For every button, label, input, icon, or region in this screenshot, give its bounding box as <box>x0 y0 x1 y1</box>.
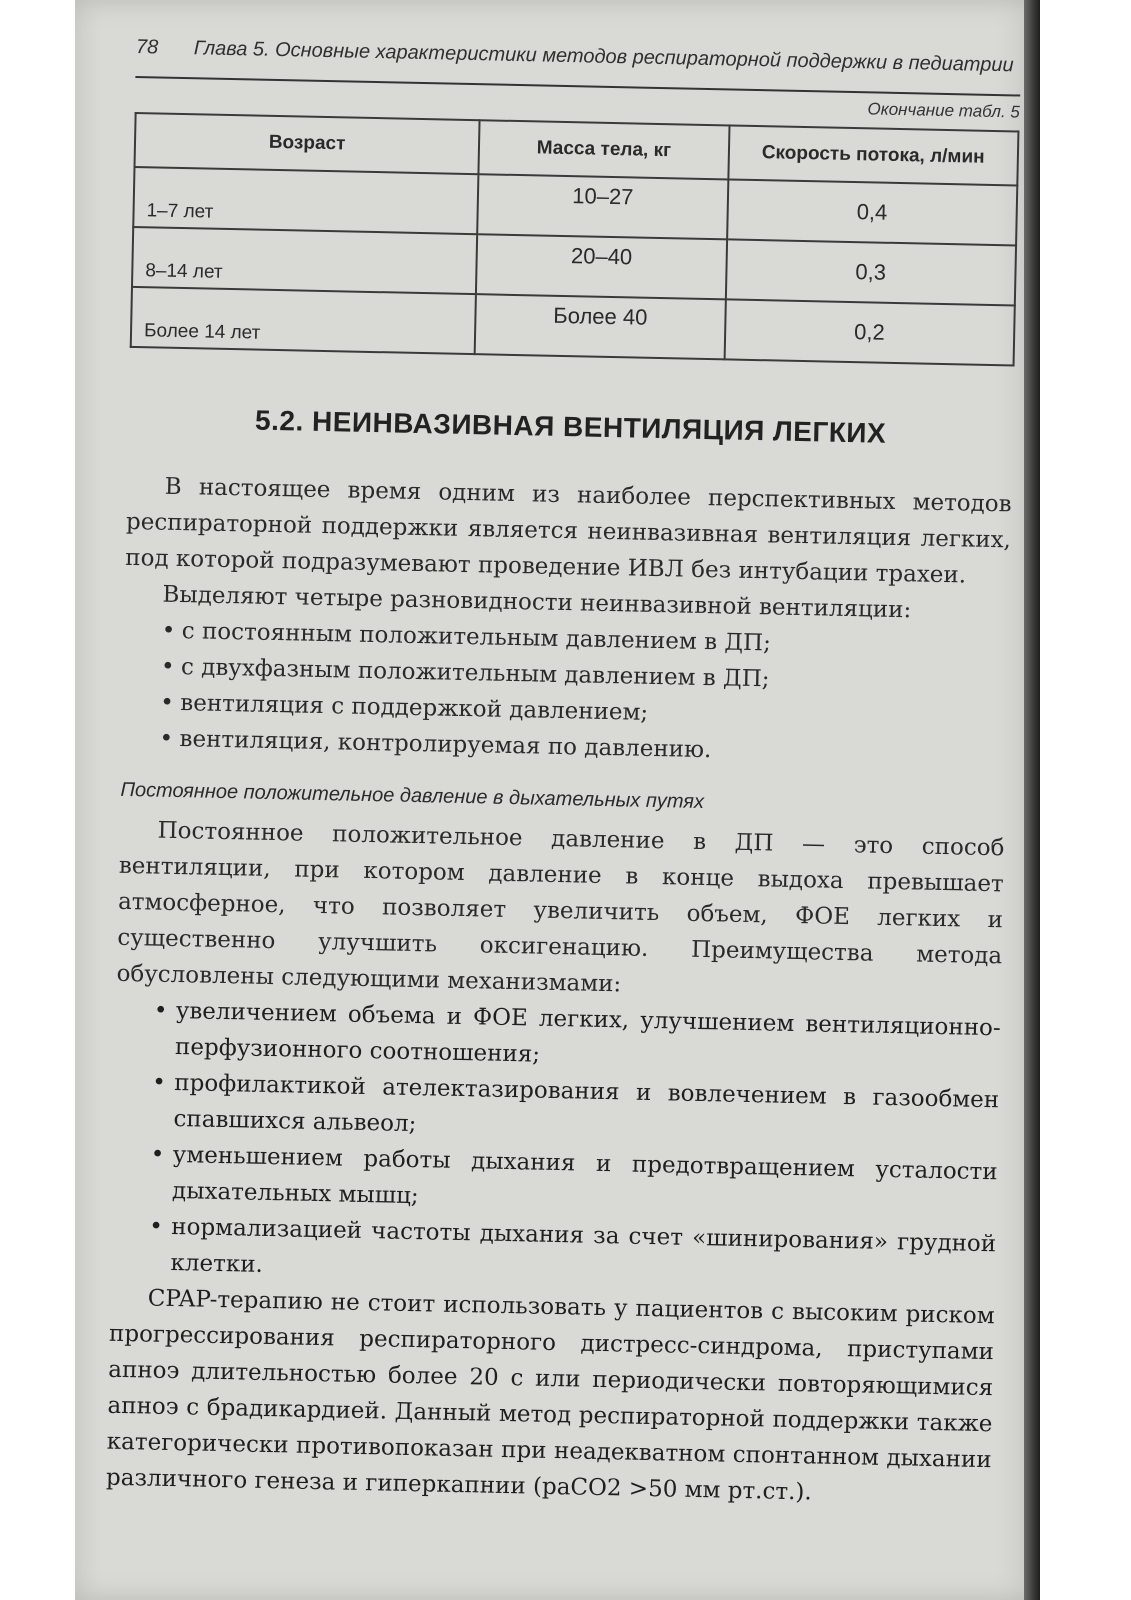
list-item: • профилактикой ателектазирования и вовлечением в газообмен спавшихся альвеол; <box>151 1065 999 1155</box>
ventilation-types-list <box>121 612 1009 775</box>
section-title: 5.2. НЕИНВАЗИВНАЯ ВЕНТИЛЯЦИЯ ЛЕГКИХ <box>254 404 887 449</box>
header-mass: Масса тела, кг <box>479 120 730 179</box>
cell-mass: Более 40 <box>475 294 726 359</box>
body-text <box>106 468 1012 1514</box>
page-number: 78 <box>135 35 159 59</box>
intro-paragraph: В настоящее время одним из наиболее перспективных методов респираторной поддержки является неинвазивная вентиляция легких, под которой подразумевают проведение ИВЛ без интубации трахеи. <box>125 473 1012 589</box>
list-item: • уменьшением работы дыхания и предотвращением усталости дыхательных мышц; <box>150 1137 998 1227</box>
cell-flow: 0,4 <box>727 179 1018 245</box>
page-edge-shadow <box>1024 0 1040 1600</box>
contraindication-paragraph: CPAP-терапию не стоит использовать у пациентов с высоким риском прогрессирования респираторного дистресс-синдрома, приступами апноэ длительностью более 20 с или периодически повторяющимися апноэ с брадикардией. Данный метод респираторной поддержки также категорически противопоказан при неадекватном спонтанном дыхании различного генеза и гиперкапнии (paCO2 >50 мм рт.ст.). <box>105 1285 995 1506</box>
header-flow: Скорость потока, л/мин <box>728 125 1018 185</box>
page-content <box>103 0 1021 1600</box>
cell-age: 8–14 лет <box>132 227 477 294</box>
cell-flow: 0,2 <box>724 299 1015 365</box>
types-intro: Выделяют четыре разновидности неинвазивной вентиляции: <box>162 581 912 624</box>
table-caption: Окончание табл. 5 <box>867 99 1021 122</box>
header-rule <box>135 76 1020 97</box>
list-item: • с постоянным положительным давлением в ДП; <box>161 613 1009 667</box>
cpap-paragraph: Постоянное положительное давление в ДП — это способ вентиляции, при котором давление в конце выдоха превышает атмосферное, что позволяет увеличить объем, ФОЕ легких и существенно улучшить оксигенацию. Преимущества метода обусловлены следующими механизмами: <box>116 817 1005 998</box>
cell-age: 1–7 лет <box>133 167 478 234</box>
list-item: • вентиляция, контролируемая по давлению. <box>159 721 1007 775</box>
list-item: • вентиляция с поддержкой давлением; <box>160 685 1008 739</box>
header-age: Возраст <box>135 113 480 174</box>
list-item: • с двухфазным положительным давлением в ДП; <box>161 649 1009 703</box>
list-item: • нормализацией частоты дыхания за счет «шинирования» грудной клетки. <box>148 1209 996 1299</box>
cell-mass: 10–27 <box>477 174 728 239</box>
cell-mass: 20–40 <box>476 234 727 299</box>
subheading: Постоянное положительное давление в дыхательных путях <box>120 778 705 814</box>
list-item: • увеличением объема и ФОЕ легких, улучшением вентиляционно-перфузионного соотношения; <box>153 993 1001 1083</box>
mechanisms-list <box>110 992 1001 1298</box>
cell-age: Более 14 лет <box>131 287 476 354</box>
flow-rate-table <box>130 112 1020 366</box>
running-head <box>136 36 1021 78</box>
cell-flow: 0,3 <box>725 239 1016 305</box>
book-page <box>75 0 1040 1600</box>
chapter-title: Глава 5. Основные характеристики методов респираторной поддержки в педиатрии <box>193 37 1014 77</box>
